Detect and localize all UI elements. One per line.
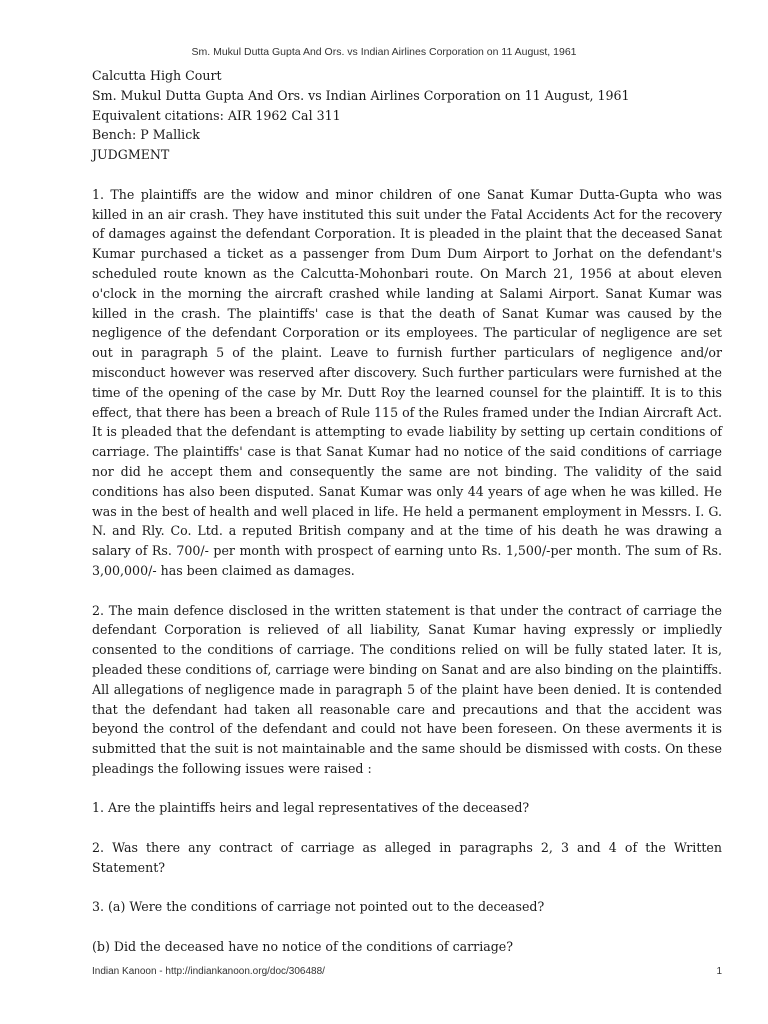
case-title: Sm. Mukul Dutta Gupta And Ors. vs Indian Airlines Corporation on 11 August, 1961 [92, 87, 630, 103]
court-name: Calcutta High Court [92, 68, 222, 83]
equivalent-citations: Equivalent citations: AIR 1962 Cal 311 [92, 107, 341, 123]
running-footer [92, 966, 722, 977]
paragraph: 2. The main defence disclosed in the written statement is that under the contract of carriage the defendant Corporation is relieved of all liability, Sanat Kumar having expressly or impliedly consented to the conditions of carriage. The conditions relied on will be fully stated later. It is, pleaded these conditions of, carriage were binding on Sanat and are also binding on the plaintiffs. All allegations of negligence made in paragraph 5 of the plaint have been denied. It is contended that the defendant had taken all reasonable care and precautions and that the accident was beyond the control of the defendant and could not have been foreseen. On these averments it is submitted that the suit is not maintainable and the same should be dismissed with costs. On these pleadings the following issues were raised : [92, 602, 722, 776]
issue-item: 2. Was there any contract of carriage as alleged in paragraphs 2, 3 and 4 of the Written Statement? [92, 840, 722, 875]
document-body [92, 66, 722, 957]
judgment-heading: JUDGMENT [92, 147, 170, 163]
issue-item: (b) Did the deceased have no notice of the conditions of carriage? [92, 939, 514, 955]
page-number: 1 [716, 966, 722, 977]
running-header: Sm. Mukul Dutta Gupta And Ors. vs Indian Airlines Corporation on 11 August, 1961 [191, 46, 577, 58]
source-link[interactable]: Indian Kanoon - http://indiankanoon.org/doc/306488/ [92, 966, 325, 977]
issue-item: 3. (a) Were the conditions of carriage not pointed out to the deceased? [92, 899, 545, 915]
paragraph: 1. The plaintiffs are the widow and minor children of one Sanat Kumar Dutta-Gupta who was killed in an air crash. They have instituted this suit under the Fatal Accidents Act for the recovery of damages against the defendant Corporation. It is pleaded in the plaint that the deceased Sanat Kumar purchased a ticket as a passenger from Dum Dum Airport to Jorhat on the defendant's scheduled route known as the Calcutta-Mohonbari route. On March 21, 1956 at about eleven o'clock in the morning the aircraft crashed while landing at Salami Airport. Sanat Kumar was killed in the crash. The plaintiffs' case is that the death of Sanat Kumar was caused by the negligence of the defendant Corporation or its employees. The particular of negligence are set out in paragraph 5 of the plaint. Leave to furnish further particulars of negligence and/or misconduct however was reserved after discovery. Such further particulars were furnished at the time of the opening of the case by Mr. Dutt Roy the learned counsel for the plaintiff. It is to this effect, that there has been a breach of Rule 115 of the Rules framed under the Indian Aircraft Act. It is pleaded that the defendant is attempting to evade liability by setting up certain conditions of carriage. The plaintiffs' case is that Sanat Kumar had no notice of the said conditions of carriage nor did he accept them and consequently the same are not binding. The validity of the said conditions has also been disputed. Sanat Kumar was only 44 years of age when he was killed. He was in the best of health and well placed in life. He held a permanent employment in Messrs. I. G. N. and Rly. Co. Ltd. a reputed British company and at the time of his death he was drawing a salary of Rs. 700/- per month with prospect of earning unto Rs. 1,500/-per month. The sum of Rs. 3,00,000/- has been claimed as damages. [92, 186, 722, 578]
bench: Bench: P Mallick [92, 127, 200, 143]
issue-item: 1. Are the plaintiffs heirs and legal representatives of the deceased? [92, 800, 530, 816]
